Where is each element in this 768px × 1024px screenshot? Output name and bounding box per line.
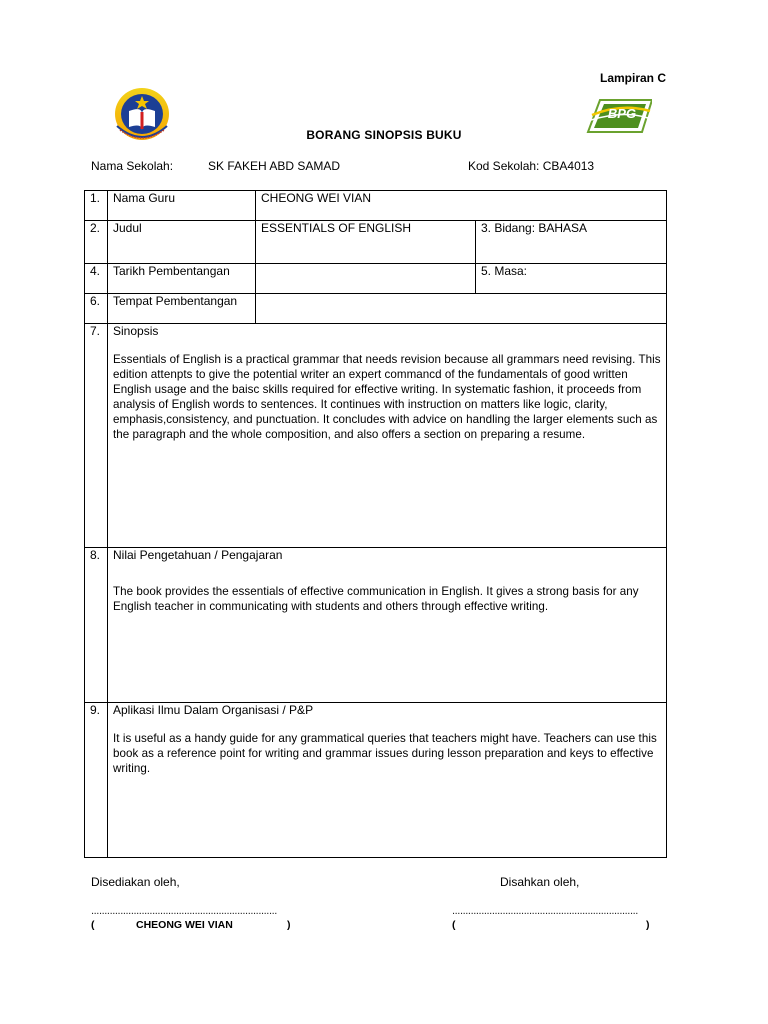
prepared-open-paren: (	[91, 919, 95, 931]
form-title: BORANG SINOPSIS BUKU	[306, 128, 462, 142]
row-nama-guru	[85, 191, 667, 221]
row-number: 1.	[85, 191, 108, 221]
synopsis-form-table	[84, 190, 667, 858]
row-number: 9.	[85, 703, 108, 858]
date-field[interactable]	[256, 264, 476, 294]
approved-open-paren: (	[452, 919, 456, 931]
approved-close-paren: )	[646, 919, 650, 931]
row-label: Nama Guru	[108, 191, 256, 221]
row-aplikasi	[85, 703, 667, 858]
sinopsis-text: Essentials of English is a practical grammar that needs revision because all grammars need revising. This edition attenpts to give the potential writer an expert commancd of the fundamentals of good written English usage and the baisc skills required for effective writing. In systematic fashion, it proceeds from analysis of English words to sentences. It continues with instruction on matters like logic, clarity, emphasis,consistency, and punctuation. It concludes with advice on handling the larger elements such as the paragraph and the whole composition, and also offers a section on preparing a resume.	[113, 353, 661, 441]
row-number: 2.	[85, 221, 108, 264]
bidang-field[interactable]: 3. Bidang: BAHASA	[476, 221, 667, 264]
sinopsis-cell[interactable]	[108, 324, 667, 548]
aplikasi-cell[interactable]	[108, 703, 667, 858]
row-tempat	[85, 294, 667, 324]
row-number: 8.	[85, 548, 108, 703]
row-judul	[85, 221, 667, 264]
row-label: Tarikh Pembentangan	[108, 264, 256, 294]
venue-field[interactable]	[256, 294, 667, 324]
prepared-by-label: Disediakan oleh,	[91, 875, 180, 889]
row-nilai	[85, 548, 667, 703]
school-name-value: SK FAKEH ABD SAMAD	[208, 159, 341, 173]
row-label: Tempat Pembentangan	[108, 294, 256, 324]
bpg-logo-text: BPG	[607, 106, 637, 121]
school-name-label: Nama Sekolah:	[91, 159, 174, 173]
row-label: Judul	[108, 221, 256, 264]
sinopsis-label: Sinopsis	[113, 324, 159, 338]
nilai-text: The book provides the essentials of effective communication in English. It gives a strong basis for any English teacher in communicating with students and others through effective writing.	[113, 585, 639, 613]
row-number: 4.	[85, 264, 108, 294]
nilai-cell[interactable]	[108, 548, 667, 703]
row-number: 6.	[85, 294, 108, 324]
prepared-signature-line: ......................................................................	[91, 905, 277, 917]
row-sinopsis	[85, 324, 667, 548]
teacher-name-field[interactable]: CHEONG WEI VIAN	[256, 191, 667, 221]
lampiran-label: Lampiran C	[600, 71, 667, 85]
school-code: Kod Sekolah: CBA4013	[468, 159, 595, 173]
nilai-label: Nilai Pengetahuan / Pengajaran	[113, 548, 283, 562]
book-title-field[interactable]: ESSENTIALS OF ENGLISH	[256, 221, 476, 264]
approved-signature-line: ......................................................................	[452, 905, 638, 917]
row-tarikh	[85, 264, 667, 294]
aplikasi-label: Aplikasi Ilmu Dalam Organisasi / P&P	[113, 703, 314, 717]
aplikasi-text: It is useful as a handy guide for any grammatical queries that teachers might have. Teachers can use this book as a reference point for writing and grammar issues during lesson preparation and keys to effective writing.	[113, 732, 657, 775]
time-field[interactable]: 5. Masa:	[476, 264, 667, 294]
approved-by-label: Disahkan oleh,	[500, 875, 580, 889]
row-number: 7.	[85, 324, 108, 548]
prepared-close-paren: )	[287, 919, 291, 931]
prepared-name: CHEONG WEI VIAN	[136, 919, 233, 931]
